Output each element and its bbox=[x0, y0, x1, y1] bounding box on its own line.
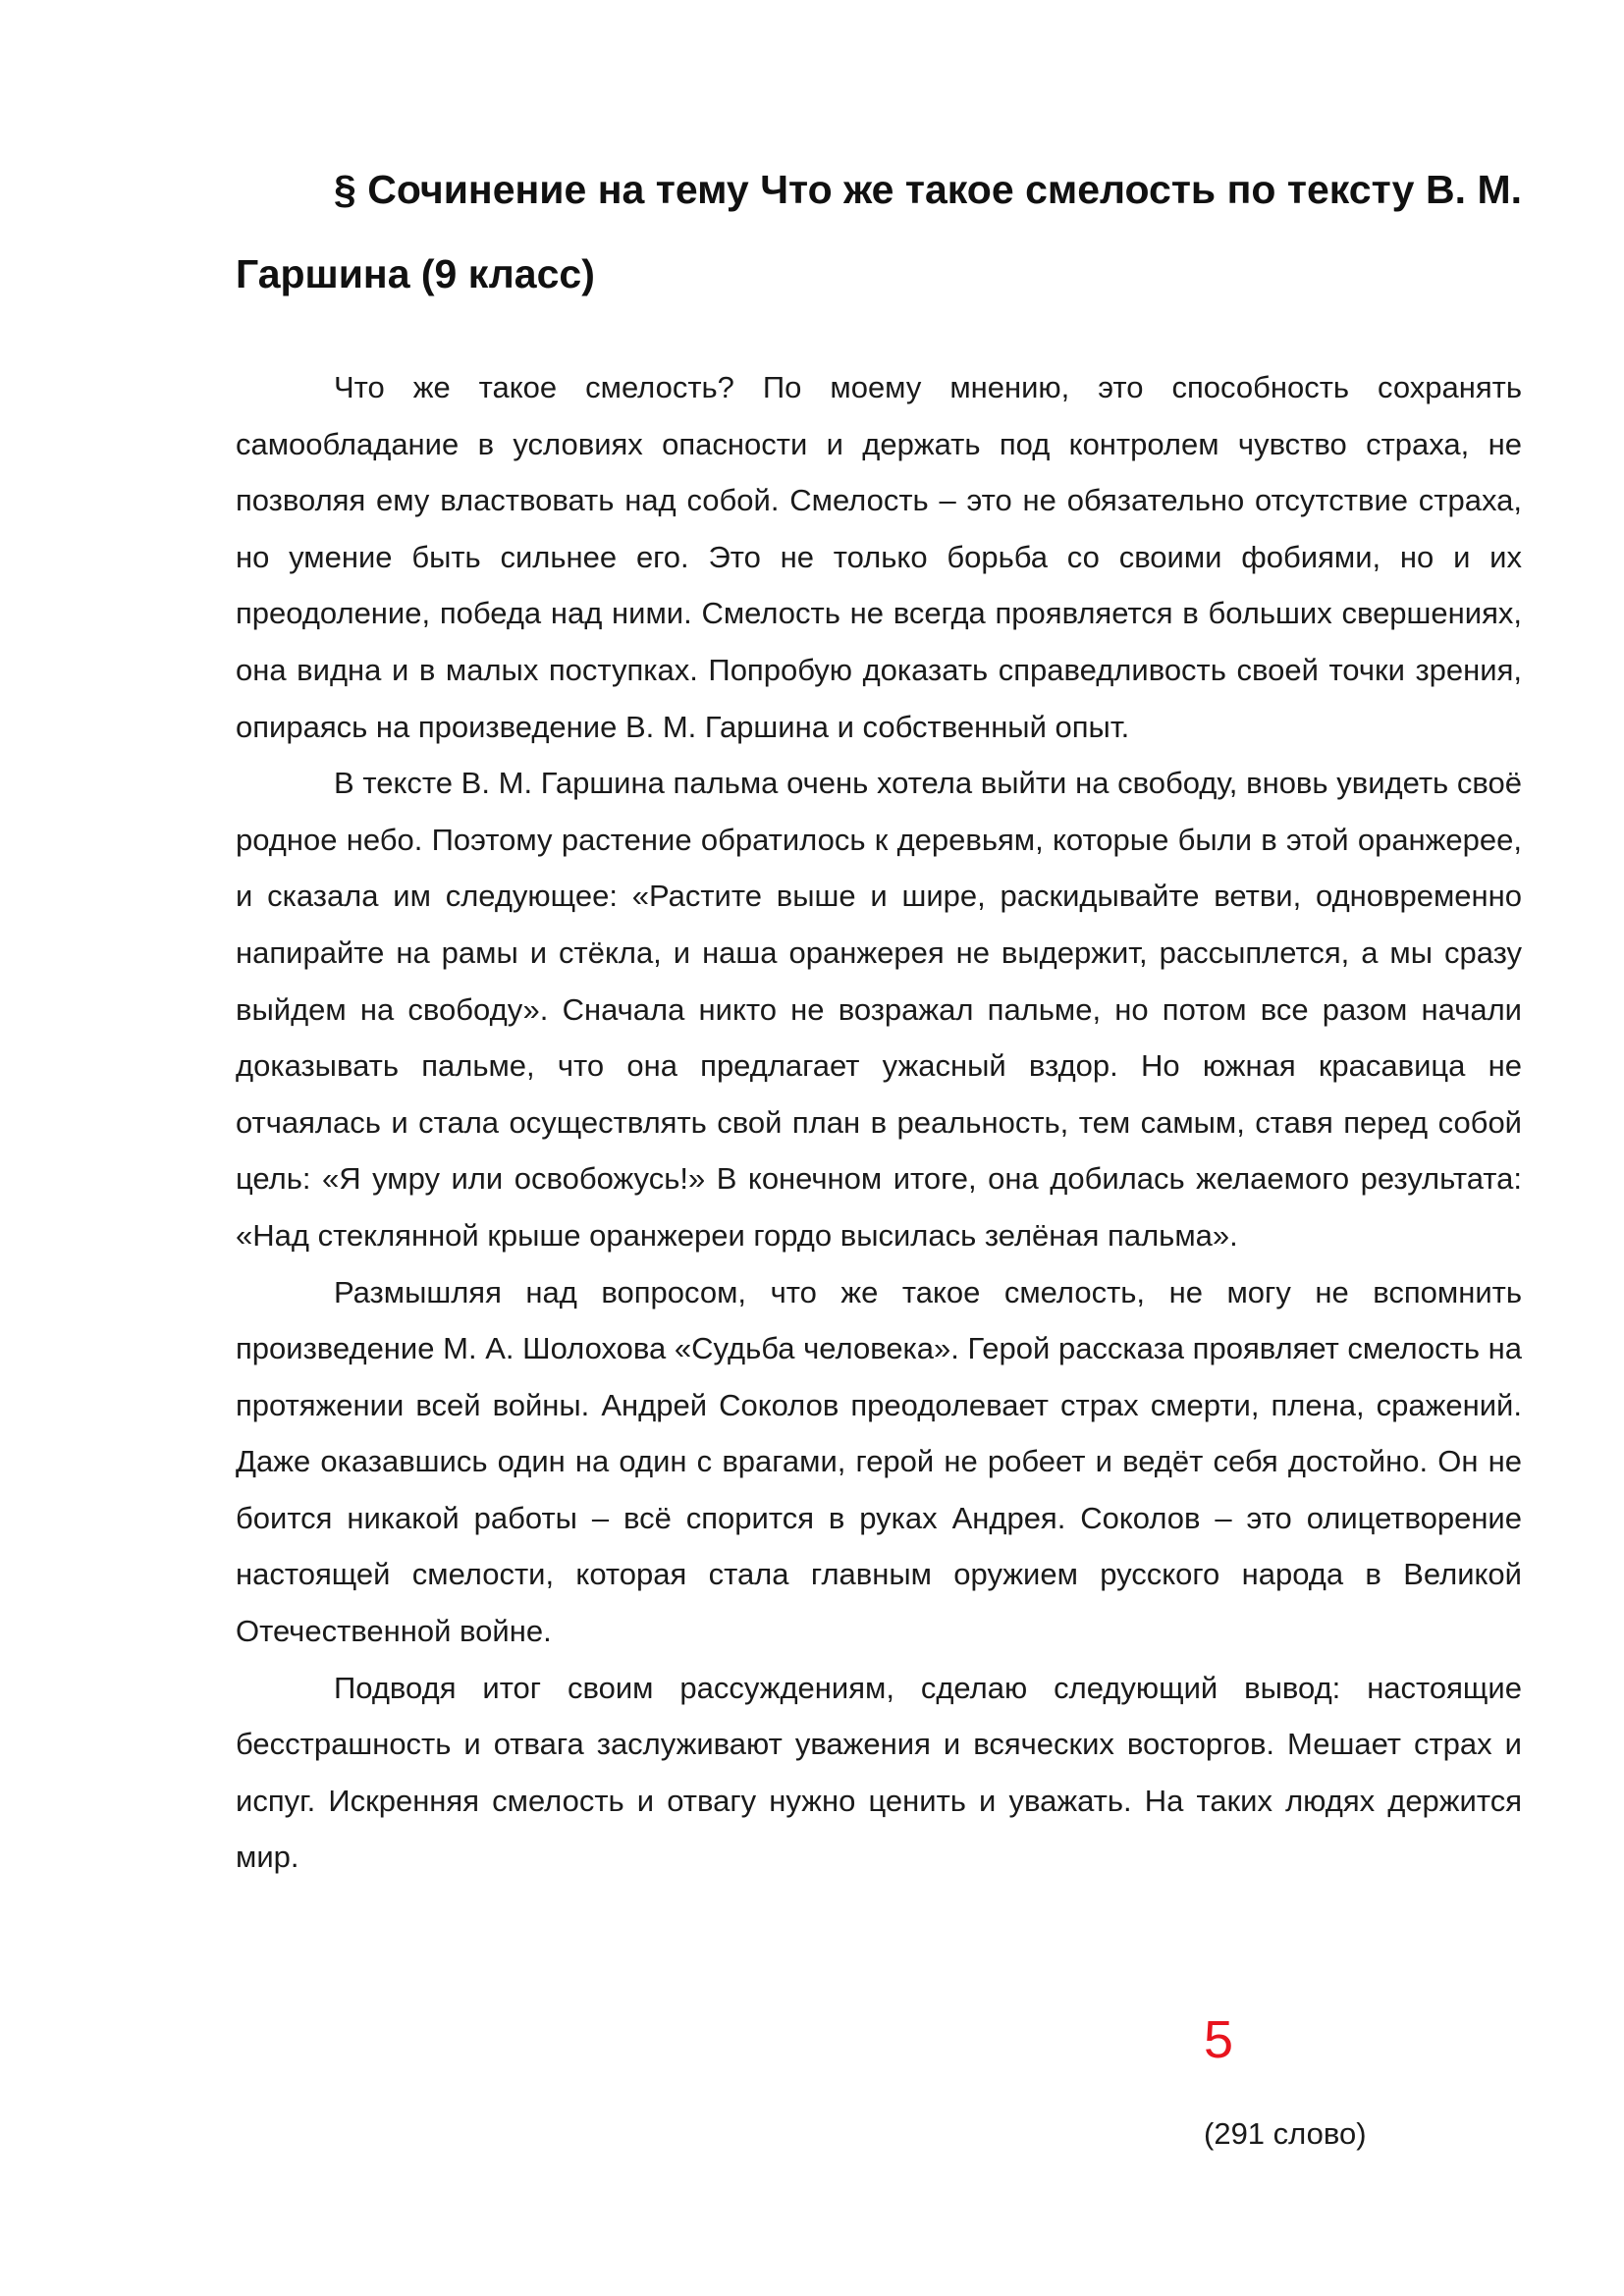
essay-title: § Сочинение на тему Что же такое смелость по тексту В. М. Гаршина (9 класс) bbox=[236, 167, 1522, 296]
paragraph-intro: Что же такое смелость? По моему мнению, это способность сохранять самообладание в условиях опасности и держать под контролем чувство страха, не позволяя ему властвовать над собой. Смелость – это не обязательно отсутствие страха, но умение быть сильнее его. Это не только борьба со своими фобиями, но и их преодоление, победа над ними. Смелость не всегда проявляется в больших свершениях, она видна и в малых поступках. Попробую доказать справедливость своей точки зрения, опираясь на произведение В. М. Гаршина и собственный опыт. bbox=[236, 370, 1522, 744]
paragraph-argument-2: Размышляя над вопросом, что же такое смелость, не могу не вспомнить произведение М. А. Шолохова «Судьба человека». Герой рассказа проявляет смелость на протяжении всей войны. Андрей Соколов преодолевает страх смерти, плена, сражений. Даже оказавшись один на один с врагами, герой не робеет и ведёт себя достойно. Он не боится никакой работы – всё спорится в руках Андрея. Соколов – это олицетворение настоящей смелости, которая стала главным оружием русского народа в Великой Отечественной войне. bbox=[236, 1274, 1522, 1649]
paragraph-conclusion: Подводя итог своим рассуждениям, сделаю следующий вывод: настоящие бесстрашность и отвага заслуживают уважения и всяческих восторгов. Мешает страх и испуг. Искренняя смелость и отвагу нужно ценить и уважать. На таких людях держится мир. bbox=[236, 1670, 1522, 1875]
paragraph-argument-1: В тексте В. М. Гаршина пальма очень хотела выйти на свободу, вновь увидеть своё родное небо. Поэтому растение обратилось к деревьям, которые были в этой оранжерее, и сказала им следующее: «Растите выше и шире, раскидывайте ветви, одновременно напирайте на рамы и стёкла, и наша оранжерея не выдержит, рассыплется, а мы сразу выйдем на свободу». Сначала никто не возражал пальме, но потом все разом начали доказывать пальме, что она предлагает ужасный вздор. Но южная красавица не отчаялась и стала осуществлять свой план в реальность, тем самым, ставя перед собой цель: «Я умру или освобожусь!» В конечном итоге, она добилась желаемого результата: «Над стеклянной крыше оранжереи гордо высилась зелёная пальма». bbox=[236, 766, 1522, 1253]
grade-mark: 5 bbox=[1204, 2010, 1234, 2069]
word-count: (291 слово) bbox=[1204, 2116, 1367, 2151]
essay-body bbox=[236, 359, 1522, 1886]
